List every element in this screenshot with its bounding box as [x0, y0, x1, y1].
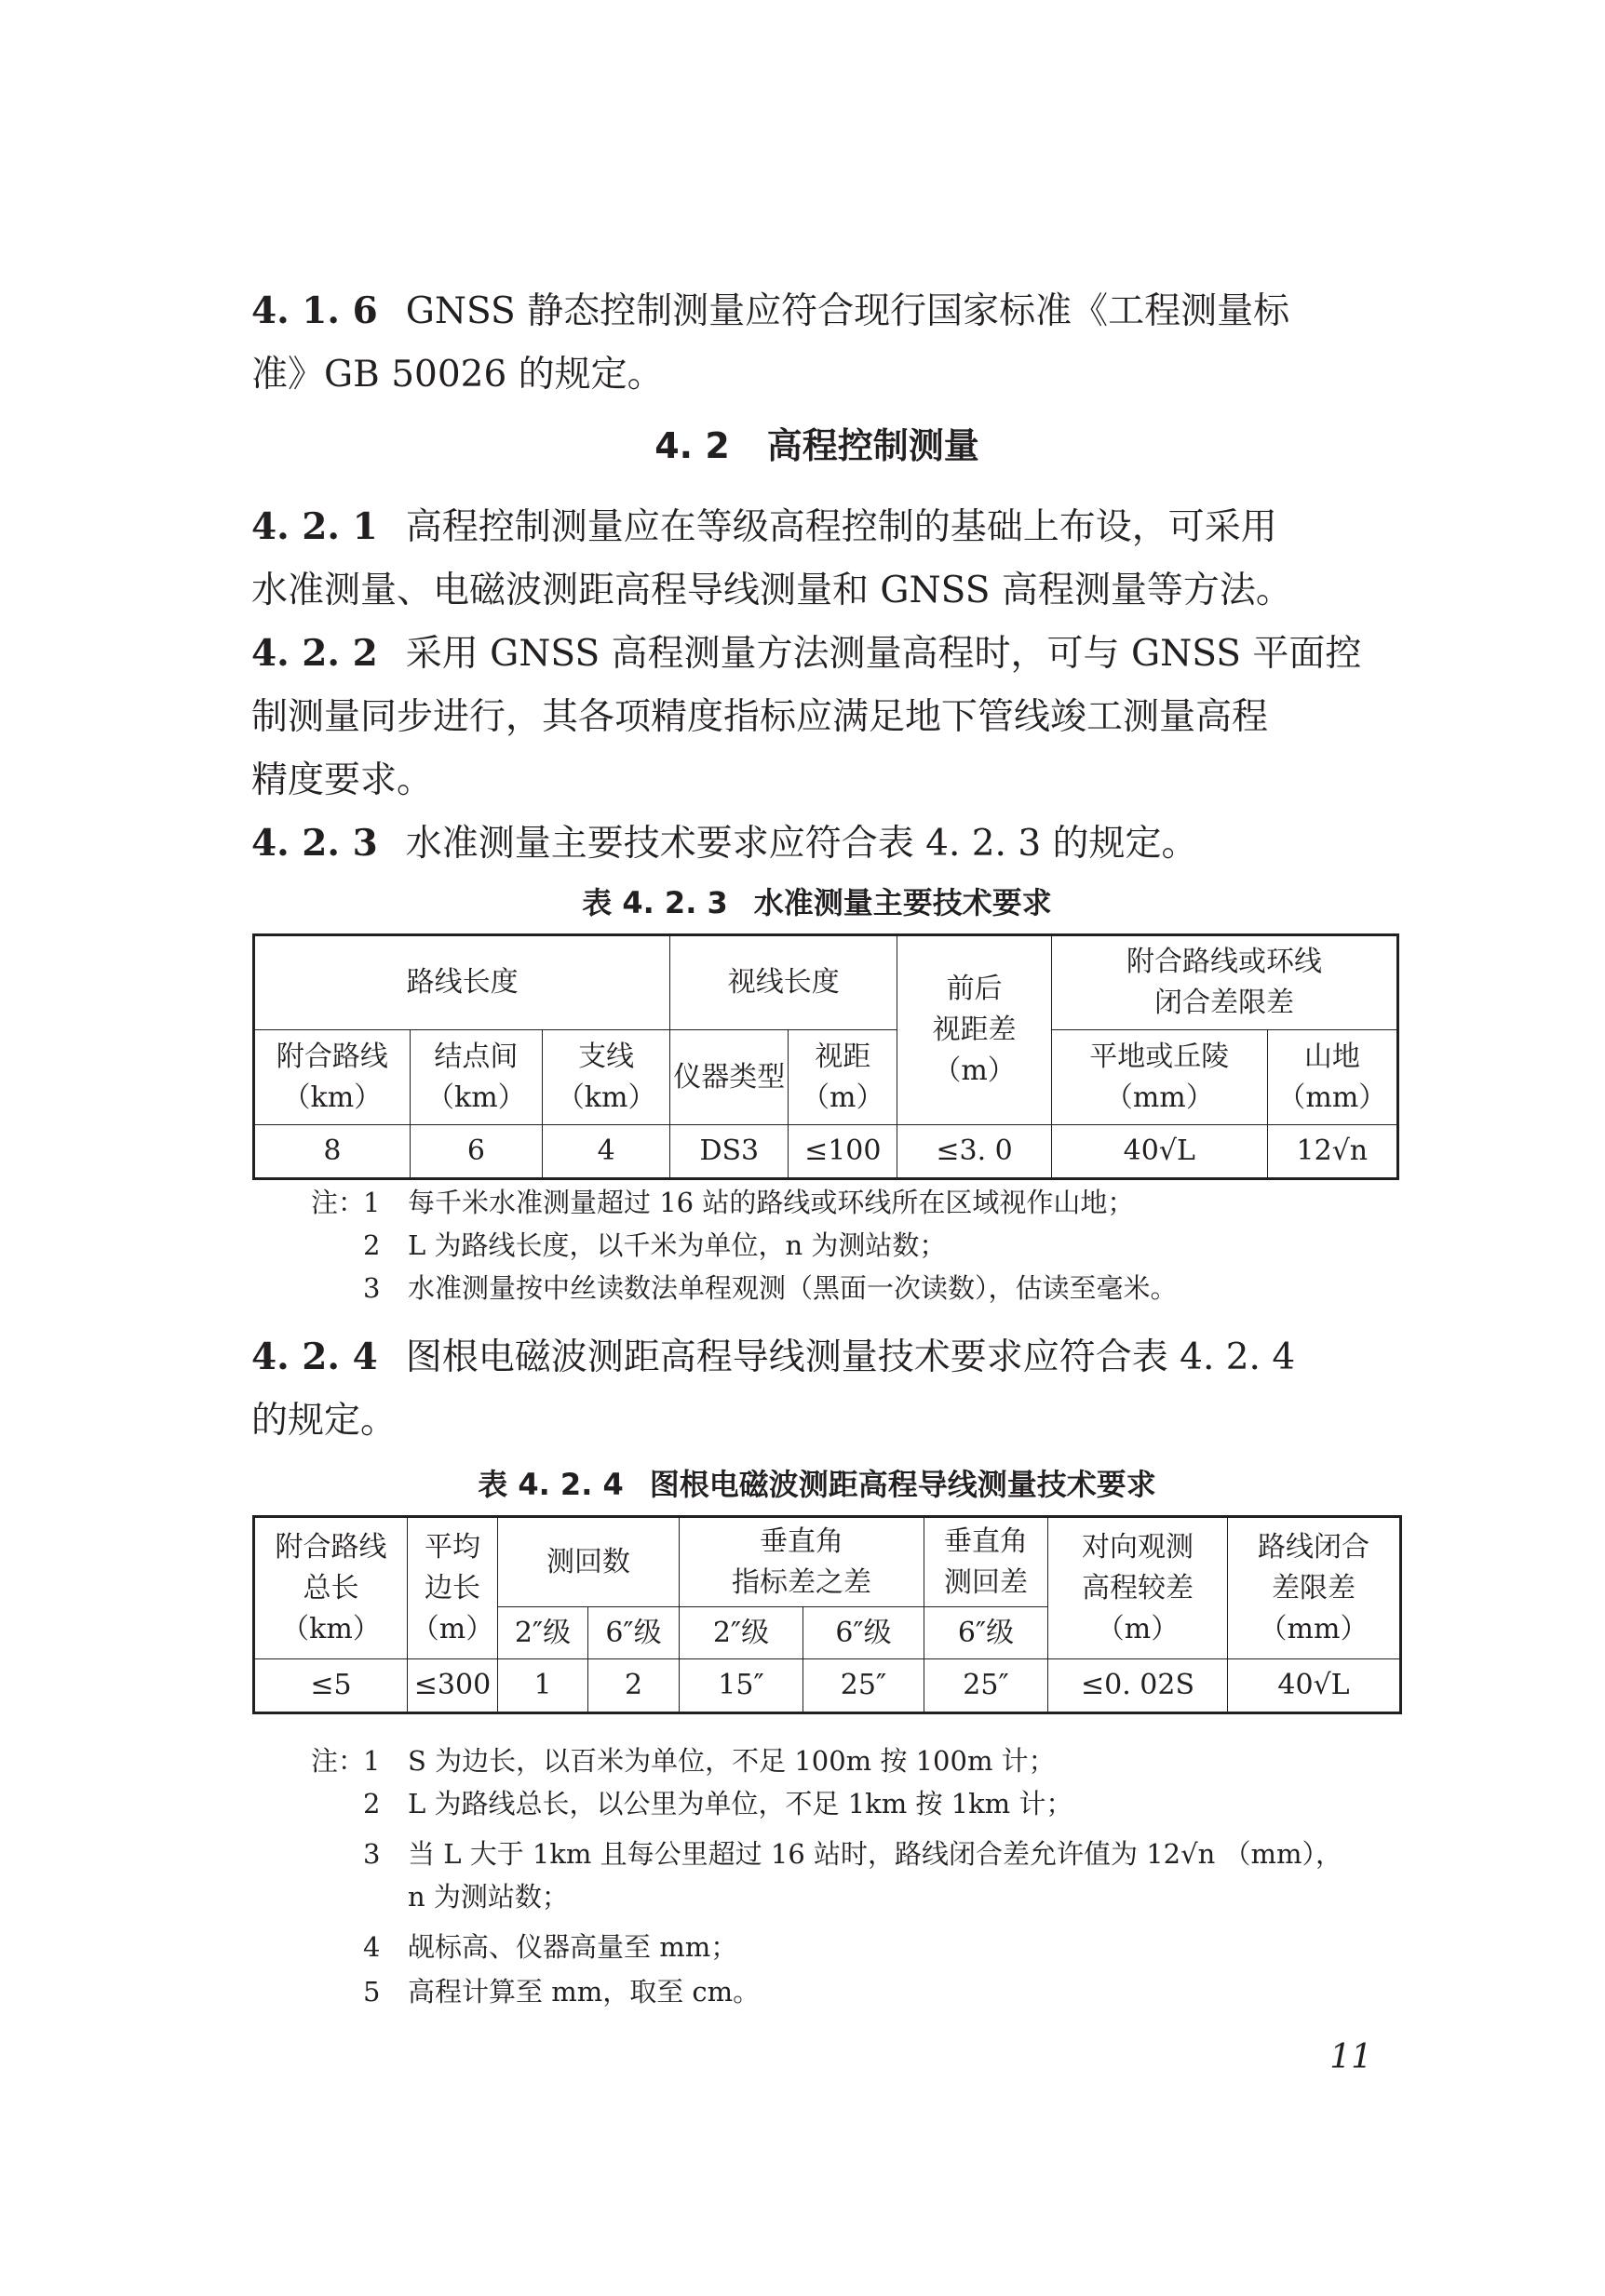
- clause-text-line: 的规定。: [251, 1400, 398, 1442]
- note-item: [311, 1783, 1072, 1821]
- section-heading: [251, 417, 1382, 468]
- table-cell: 12√n: [1267, 1125, 1397, 1179]
- table-cell: 6: [410, 1125, 542, 1179]
- clause-4-2-3: [251, 812, 1382, 876]
- table-caption-number: 表 4. 2. 3: [582, 885, 728, 920]
- note-number: 2: [363, 1788, 381, 1819]
- note-item: [311, 1740, 1056, 1779]
- header-instrument-type: 仪器类型: [670, 1030, 789, 1125]
- clause-text-line: 采用 GNSS 高程测量方法测量高程时，可与 GNSS 平面控: [405, 633, 1362, 675]
- note-text: 水准测量按中丝读数法单程观测（黑面一次读数），估读至毫米。: [408, 1272, 1178, 1304]
- note-text: 每千米水准测量超过 16 站的路线或环线所在区域视作山地；: [408, 1187, 1135, 1218]
- header-total-route-length: 附合路线 总长 （km）: [254, 1517, 408, 1659]
- table-caption: [251, 1461, 1382, 1504]
- clause-4-2-1: [251, 495, 1382, 623]
- table-cell: 40√L: [1228, 1659, 1401, 1713]
- clause-text-line: GNSS 静态控制测量应符合现行国家标准《工程测量标: [405, 290, 1290, 332]
- table-cell: 25″: [803, 1659, 924, 1713]
- clause-text-line: 高程控制测量应在等级高程控制的基础上布设，可采用: [405, 506, 1277, 548]
- clause-4-2-4: [251, 1325, 1382, 1453]
- note-item: [311, 1268, 1178, 1306]
- header-average-side-length: 平均 边长 （m）: [408, 1517, 498, 1659]
- note-item: [311, 1927, 737, 1965]
- section-number: 4. 2: [654, 425, 730, 466]
- table-row: [254, 1125, 1398, 1179]
- table-cell: ≤100: [789, 1125, 897, 1179]
- note-text: 觇标高、仪器高量至 mm；: [408, 1931, 738, 1963]
- note-number: 1: [363, 1187, 381, 1218]
- header-route-length: 路线长度: [254, 935, 670, 1030]
- header-attached-route: 附合路线 （km）: [254, 1030, 411, 1125]
- table-cell: 4: [543, 1125, 670, 1179]
- table-cell: 1: [498, 1659, 588, 1713]
- clause-text-line: 图根电磁波测距高程导线测量技术要求应符合表 4. 2. 4: [405, 1336, 1296, 1378]
- clause-4-2-2: [251, 622, 1382, 812]
- table-caption-title: 水准测量主要技术要求: [753, 885, 1052, 920]
- note-number: 2: [363, 1229, 381, 1261]
- note-text: S 为边长，以百米为单位，不足 100m 按 100m 计；: [408, 1745, 1056, 1777]
- header-sight-distance: 视距 （m）: [789, 1030, 897, 1125]
- clause-4-1-6: [251, 279, 1382, 407]
- header-front-back-difference: 前后 视距差 （m）: [897, 935, 1052, 1125]
- clause-number: 4. 1. 6: [251, 289, 378, 332]
- clause-text-line: 精度要求。: [251, 759, 434, 801]
- table-cell: ≤3. 0: [897, 1125, 1052, 1179]
- table-caption-title: 图根电磁波测距高程导线测量技术要求: [649, 1467, 1156, 1502]
- table-cell: ≤5: [254, 1659, 408, 1713]
- table-row: [254, 1659, 1401, 1713]
- clause-number: 4. 2. 4: [251, 1336, 378, 1378]
- clause-text-line: 制测量同步进行，其各项精度指标应满足地下管线竣工测量高程: [251, 696, 1269, 738]
- header-grade-6: 6″级: [803, 1607, 924, 1659]
- clause-text-line: 水准测量、电磁波测距高程导线测量和 GNSS 高程测量等方法。: [251, 570, 1292, 611]
- header-reciprocal-difference: 对向观测 高程较差 （m）: [1048, 1517, 1228, 1659]
- clause-number: 4. 2. 2: [251, 632, 378, 675]
- note-number: 5: [363, 1976, 381, 2007]
- section-title: 高程控制测量: [766, 425, 979, 466]
- header-closure-limit: 附合路线或环线 闭合差限差: [1051, 935, 1397, 1030]
- table-cell: 25″: [924, 1659, 1048, 1713]
- notes-label: 注：: [311, 1187, 366, 1218]
- note-item: [311, 1182, 1134, 1220]
- header-index-error-difference: 垂直角 指标差之差: [680, 1517, 924, 1607]
- clause-number: 4. 2. 1: [251, 505, 378, 548]
- note-text: L 为路线总长，以公里为单位，不足 1km 按 1km 计；: [408, 1788, 1073, 1819]
- notes-label: 注：: [311, 1745, 366, 1777]
- header-route-closure-limit: 路线闭合 差限差 （mm）: [1228, 1517, 1401, 1659]
- header-branch-route: 支线 （km）: [543, 1030, 670, 1125]
- note-text: 高程计算至 mm，取至 cm。: [408, 1976, 761, 2007]
- note-number: 3: [363, 1272, 381, 1304]
- table-caption: [251, 879, 1382, 922]
- table-cell: 15″: [680, 1659, 803, 1713]
- header-observation-rounds: 测回数: [498, 1517, 680, 1607]
- table-cell: DS3: [670, 1125, 789, 1179]
- emd-height-traverse-table: [252, 1515, 1402, 1714]
- note-item: [311, 1833, 1342, 1872]
- table-caption-number: 表 4. 2. 4: [478, 1467, 624, 1502]
- header-grade-6: 6″级: [588, 1607, 680, 1659]
- note-number: 3: [363, 1838, 381, 1870]
- note-item: [311, 1876, 569, 1914]
- table-cell: ≤300: [408, 1659, 498, 1713]
- note-text: L 为路线长度，以千米为单位，n 为测站数；: [408, 1229, 947, 1261]
- clause-text-line: 准》GB 50026 的规定。: [251, 354, 664, 396]
- table-cell: 8: [254, 1125, 411, 1179]
- table-cell: 2: [588, 1659, 680, 1713]
- note-text: 当 L 大于 1km 且每公里超过 16 站时，路线闭合差允许值为 12√n （mm），: [408, 1838, 1342, 1870]
- clause-text: 水准测量主要技术要求应符合表 4. 2. 3 的规定。: [405, 823, 1198, 865]
- note-item: [311, 1225, 946, 1263]
- leveling-requirements-table: [252, 933, 1399, 1180]
- header-node-interval: 结点间 （km）: [410, 1030, 542, 1125]
- header-grade-6: 6″级: [924, 1607, 1048, 1659]
- header-flat-terrain: 平地或丘陵 （mm）: [1051, 1030, 1267, 1125]
- table-cell: 40√L: [1051, 1125, 1267, 1179]
- note-text: n 为测站数；: [408, 1881, 569, 1913]
- header-grade-2: 2″级: [498, 1607, 588, 1659]
- header-round-difference: 垂直角 测回差: [924, 1517, 1048, 1607]
- note-number: 4: [363, 1931, 381, 1963]
- table-cell: ≤0. 02S: [1048, 1659, 1228, 1713]
- clause-number: 4. 2. 3: [251, 822, 378, 865]
- note-item: [311, 1971, 760, 2009]
- header-sight-length: 视线长度: [670, 935, 897, 1030]
- page-number: 11: [1329, 2038, 1372, 2076]
- header-grade-2: 2″级: [680, 1607, 803, 1659]
- header-mountain: 山地 （mm）: [1267, 1030, 1397, 1125]
- note-number: 1: [363, 1745, 381, 1777]
